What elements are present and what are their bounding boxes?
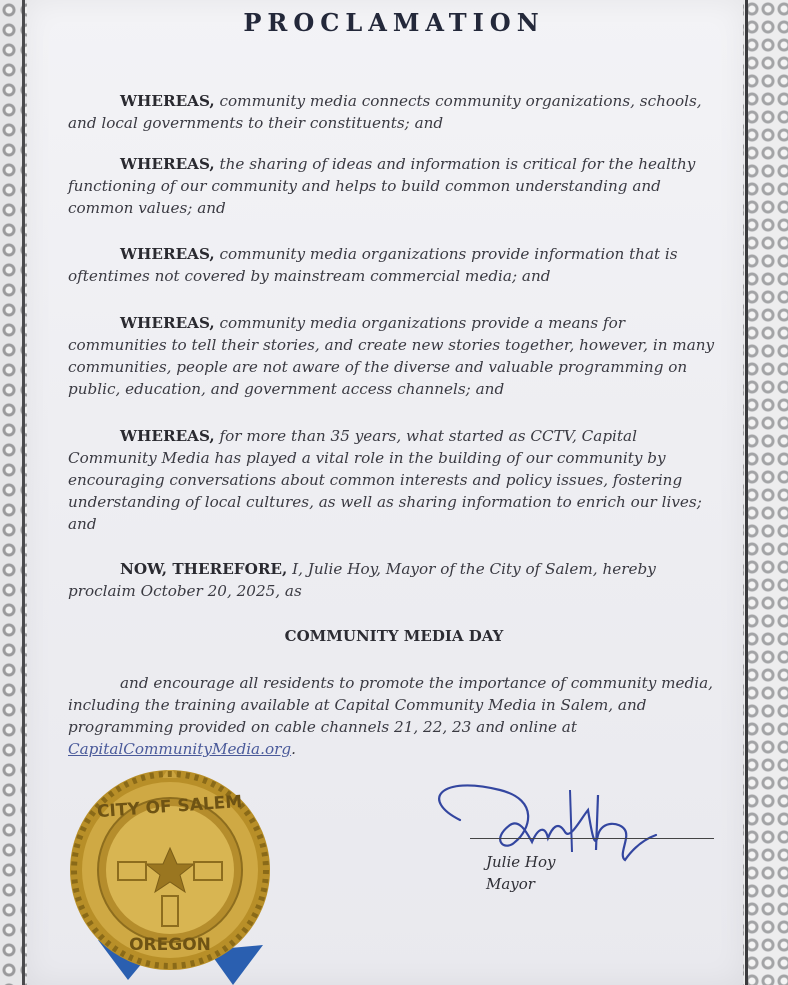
proclaimed-day-title: COMMUNITY MEDIA DAY — [284, 627, 504, 645]
paragraph-text: community media connects community organizations, schools, and local governments to their constituents; and — [68, 92, 702, 132]
signatory-name: Julie Hoy — [486, 853, 556, 871]
closing-text: and encourage all residents to promote the importance of community media, including the training available at Capital Community Media in Salem, and programming provided on cable channels 21, 22, 23 and online at — [68, 674, 713, 736]
signature-line — [470, 838, 714, 839]
mayor-signature — [420, 780, 720, 870]
whereas-paragraph-4 — [68, 312, 716, 400]
closing-paragraph — [68, 672, 716, 760]
paragraph-text: community media organizations provide a means for communities to tell their stories, and create new stories together, however, in many communities, people are not aware of the diverse and valuable programming on public, education, and government access channels; and — [68, 314, 715, 398]
paragraph-lead: WHEREAS, — [120, 92, 215, 110]
paragraph-lead: WHEREAS, — [120, 245, 215, 263]
whereas-paragraph-5 — [68, 425, 716, 535]
paragraph-text: for more than 35 years, what started as CCTV, Capital Community Media has played a vital role in the building of our community by encouraging conversations about common interests and policy issues, fostering understanding of local cultures, as well as sharing information to enrich our lives; and — [68, 427, 702, 533]
paragraph-text: community media organizations provide information that is oftentimes not covered by mainstream commercial media; and — [68, 245, 678, 285]
border-line-right — [745, 0, 748, 985]
paragraph-lead: WHEREAS, — [120, 314, 215, 332]
proclamation-title: PROCLAMATION — [243, 8, 545, 37]
paragraph-lead: WHEREAS, — [120, 155, 215, 173]
signatory-title: Mayor — [486, 875, 535, 893]
whereas-paragraph-3 — [68, 243, 716, 287]
whereas-paragraph-1 — [68, 90, 716, 134]
paragraph-text: I, Julie Hoy, Mayor of the City of Salem, hereby proclaim October 20, 2025, as — [68, 560, 656, 600]
therefore-paragraph — [68, 558, 716, 602]
paragraph-text: the sharing of ideas and information is critical for the healthy functioning of our community and helps to build common understanding and common values; and — [68, 155, 696, 217]
website-link[interactable]: CapitalCommunityMedia.org — [68, 740, 292, 758]
paragraph-lead: WHEREAS, — [120, 427, 215, 445]
decorative-border-right — [744, 0, 788, 985]
seal-bottom-text: OREGON — [129, 935, 211, 955]
closing-period: . — [291, 740, 296, 758]
city-seal — [58, 770, 288, 985]
whereas-paragraph-2 — [68, 153, 716, 219]
border-line-left — [22, 0, 25, 985]
seal-top-text: CITY OF SALEM — [96, 791, 243, 823]
paragraph-lead: NOW, THEREFORE, — [120, 560, 288, 578]
